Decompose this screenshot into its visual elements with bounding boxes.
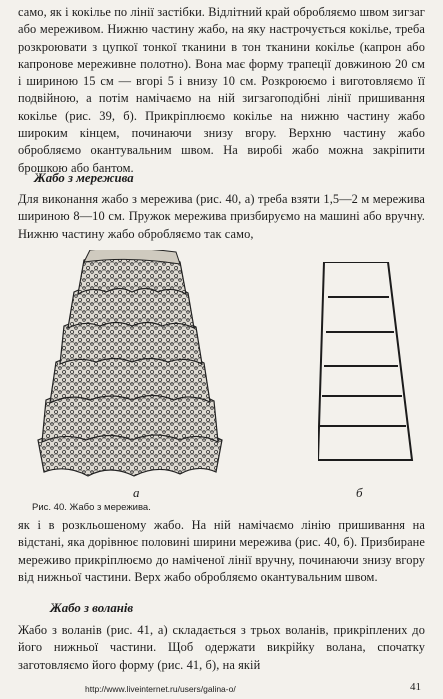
page-number: 41: [410, 681, 421, 693]
paragraph-collar-finish: само, як і кокілье по лінії застібки. Відлітний край обробляємо швом зигзаг або мереживом. Нижню частину жабо, на яку настрочується кокілье, треба розкроювати з цупкої тонкої тканини в тон тканини кокілье (капрон або капронове мереживне полотно). Вона має форму трапеції довжиною 20 см і шириною 15 см — вгорі 5 і внизу 10 см. Розкроюємо і виготовляємо її подвійною, а потім намічаємо на ній зигзагоподібні лінії пришивання кокілье (рис. 39, б). Прикріплюємо кокілье на нижню частину жабо широким кінцем, починаючи знизу вгору. Верхню частину жабо обробляємо окантувальним швом. На виробі жабо можна закріпити брошкою або бантом.: [18, 5, 425, 175]
heading-ruffle-jabot: Жабо з воланів: [50, 601, 134, 615]
lace-jabot-illustration: [30, 250, 230, 486]
paragraph-lace-intro: Для виконання жабо з мережива (рис. 40, а) треба взяти 1,5—2 м мережива шириною 8—10 см. Пружок мережива призбируємо на машині або вручну. Нижню частину жабо обробляємо так само,: [18, 192, 425, 241]
figure-caption: Рис. 40. Жабо з мережива.: [32, 502, 151, 513]
figure-label-a: а: [133, 485, 140, 500]
paragraph-ruffle-intro: Жабо з воланів (рис. 41, а) складається з трьох воланів, прикріплених до його нижньої частини. Щоб одержати викрійку волана, спочатку заготовляємо його форму (рис. 41, б), на якій: [18, 623, 425, 672]
heading-lace-jabot: Жабо з мережива: [34, 171, 134, 185]
marking-scheme-diagram: [318, 262, 418, 462]
source-url: http://www.liveinternet.ru/users/galina-o/: [85, 684, 236, 694]
paragraph-lace-attachment: як і в розкльошеному жабо. На ній намічаємо лінію пришивання на відстані, яка дорівнює половині ширини мережива (рис. 40, б). Призбиране мереживо прикріплюємо до наміченої лінії вручну, починаючи знизу вгору від нижньої частини. Верх жабо обробляємо окантувальним швом.: [18, 518, 425, 584]
figure-label-b: б: [356, 485, 363, 500]
